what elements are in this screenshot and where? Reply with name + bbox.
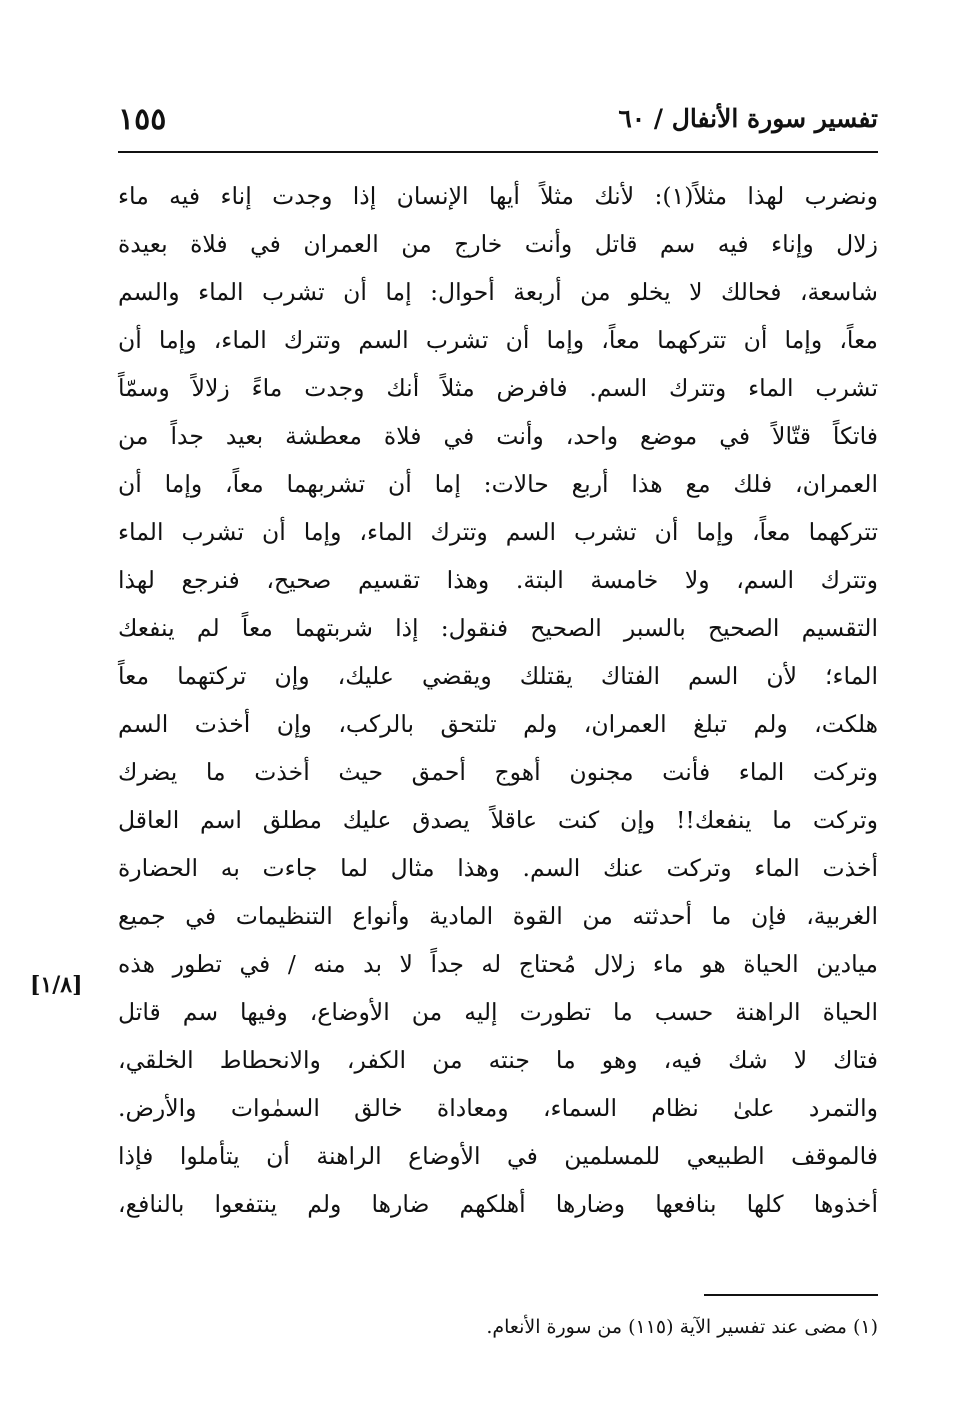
body-line: معاً، وإما أن تتركهما معاً، وإما أن تشرب السم وتترك الماء، وإما أن [118,326,878,354]
body-line: ميادين الحياة هو ماء زلال مُحتاج له جداً لا بد منه / في تطور هذه [118,950,878,978]
body-line: فالموقف الطبيعي للمسلمين في الأوضاع الراهنة أن يتأملوا فإذا [118,1142,878,1170]
header-divider [118,151,878,153]
body-line: وتترك السم، ولا خامسة البتة. وهذا تقسيم صحيح، فنرجع لهذا [118,566,878,594]
page-number: ١٥٥ [118,102,167,137]
body-line: تشرب الماء وتترك السم. فافرض مثلاً أنك وجدت ماءً زلالاً وسمّاً [118,374,878,402]
body-line: فاتكاً قتّالاً في موضع واحد، وأنت في فلاة معطشة بعيد جداً من [118,422,878,450]
running-title: تفسير سورة الأنفال / ٦٠ [618,104,878,133]
body-line: فتاك لا شك فيه، وهو ما جنته من الكفر، والانحطاط الخلقي، [118,1046,878,1074]
body-line: التقسيم الصحيح بالسبر الصحيح فنقول: إذا شربتهما معاً لم ينفعك [118,614,878,642]
body-line: ونضرب لهذا مثلاً(١): لأنك مثلاً أيها الإنسان إذا وجدت إناء فيه ماء [118,182,878,210]
body-line: العمران، فلك مع هذا أربع حالات: إما أن تشربهما معاً، وإما أن [118,470,878,498]
body-line: هلكت، ولم تبلغ العمران، ولم تلتحق بالركب، وإن أخذت السم [118,710,878,738]
body-line: شاسعة، فحالك لا يخلو من أربعة أحوال: إما أن تشرب الماء والسم [118,278,878,306]
margin-marker: [١/٨] [30,972,83,998]
body-line: الماء؛ لأن السم الفتاك يقتلك ويقضي عليك، وإن تركتهما معاً [118,662,878,690]
body-line: الحياة الراهنة حسب ما تطورت إليه من الأوضاع، وفيها سم قاتل [118,998,878,1026]
body-line: وتركت الماء فأنت مجنون أهوج أحمق حيث أخذت ما يضرك [118,758,878,786]
body-line: زلال وإناء فيه سم قاتل وأنت خارج من العمران في فلاة بعيدة [118,230,878,258]
body-line: والتمرد علىٰ نظام السماء، ومعاداة خالق السمٰوات والأرض. [118,1094,878,1122]
footnote-divider [704,1294,878,1296]
page-header [118,104,878,152]
body-line: أخذت الماء وتركت عنك السم. وهذا مثال لما جاءت به الحضارة [118,854,878,882]
body-line: أخذوها كلها بنافعها وضارها أهلكهم ضارها ولم ينتفعوا بالنافع، [118,1190,878,1218]
footnote: (١) مضى عند تفسير الآية (١١٥) من سورة الأنعام. [486,1316,878,1338]
body-line: وتركت ما ينفعك!! وإن كنت عاقلاً يصدق عليك مطلق اسم العاقل [118,806,878,834]
body-line: الغربية، فإن ما أحدثته من القوة المادية وأنواع التنظيمات في جميع [118,902,878,930]
body-text [118,172,878,1228]
body-line: تتركهما معاً، وإما أن تشرب السم وتترك الماء، وإما أن تشرب الماء [118,518,878,546]
